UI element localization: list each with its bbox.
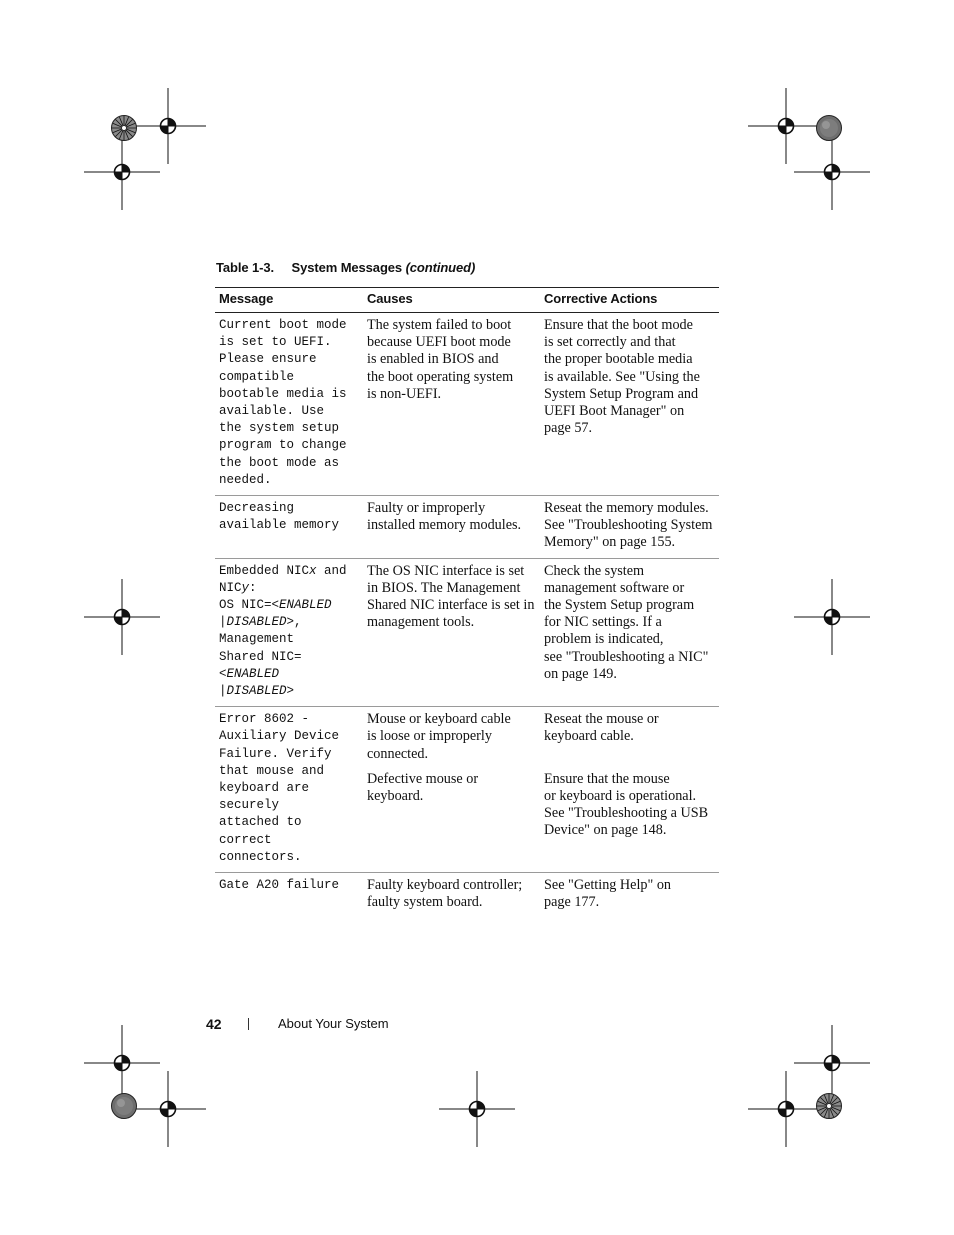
star-target-bottom-right — [817, 1094, 842, 1119]
reg-mark-top-left-b — [84, 134, 160, 210]
message-variable: |DISABLED> — [219, 615, 295, 630]
message-line: correct — [219, 832, 272, 847]
message-variable: <ENABLED — [219, 666, 280, 681]
system-messages-table — [215, 287, 719, 918]
message-line: the system setup — [219, 421, 340, 436]
reg-mark-bottom-center — [439, 1071, 515, 1147]
causes-line: Faulty or improperly — [367, 500, 486, 517]
actions-line: is set correctly and that — [544, 334, 676, 351]
stone-target-bottom-left — [112, 1094, 137, 1119]
message-text: Embedded NIC — [219, 563, 310, 578]
table-continued: (continued) — [405, 260, 476, 275]
actions-line: Memory" on page 155. — [544, 534, 676, 551]
message-line: Auxiliary Device — [219, 729, 340, 744]
causes-line: connected. — [367, 745, 429, 762]
footer-section-title: About Your System — [278, 1016, 389, 1031]
message-text: , — [294, 615, 302, 630]
table-caption — [216, 260, 475, 275]
message-line: connectors. — [219, 849, 302, 864]
causes-line: Defective mouse or keyboard. — [367, 770, 479, 805]
causes-cell — [363, 313, 540, 496]
table-number: Table 1-3. — [216, 260, 275, 275]
table-row — [215, 313, 719, 496]
reg-mark-bottom-right-b — [794, 1025, 870, 1101]
actions-cell — [540, 558, 719, 707]
message-line: needed. — [219, 472, 272, 487]
causes-line: the boot operating system — [367, 368, 514, 385]
reg-mark-top-right-b — [794, 134, 870, 210]
actions-line: Check the system — [544, 562, 645, 579]
message-line — [219, 683, 359, 700]
message-cell — [215, 707, 363, 873]
actions-line: page 57. — [544, 420, 593, 437]
message-variable: |DISABLED> — [219, 684, 295, 699]
message-variable: x — [309, 563, 317, 578]
spacer — [367, 763, 536, 771]
message-line — [219, 614, 359, 631]
message-line: Current boot mode — [219, 318, 347, 332]
causes-line: is loose or improperly — [367, 728, 492, 745]
causes-line: Shared NIC interface is set in — [367, 597, 535, 614]
message-text: : — [249, 580, 257, 595]
actions-cell — [540, 313, 719, 496]
actions-line: System Setup Program and — [544, 385, 699, 402]
causes-cell — [363, 496, 540, 559]
message-variable: y — [241, 580, 250, 595]
message-cell — [215, 873, 363, 918]
message-line: keyboard are — [219, 781, 310, 796]
message-line — [219, 580, 359, 597]
actions-line: problem is indicated, — [544, 631, 664, 648]
actions-line: Device" on page 148. — [544, 822, 667, 839]
message-text: and — [316, 563, 347, 578]
actions-line: See "Troubleshooting a USB — [544, 805, 709, 822]
message-line: the boot mode as — [219, 455, 340, 470]
actions-line: management software or — [544, 579, 685, 596]
causes-line: faulty system board. — [367, 894, 483, 911]
message-line: available. Use — [219, 404, 325, 419]
causes-cell — [363, 707, 540, 873]
reg-mark-mid-right — [794, 579, 870, 655]
reg-mark-bottom-left-a — [84, 1025, 160, 1101]
header-corrective-actions: Corrective Actions — [540, 288, 719, 313]
causes-line: The OS NIC interface is set — [367, 562, 525, 579]
stone-target-top-right — [817, 116, 842, 141]
actions-line: is available. See "Using the — [544, 368, 700, 385]
header-causes: Causes — [363, 288, 540, 313]
causes-line: management tools. — [367, 614, 475, 631]
message-line: Shared NIC= — [219, 649, 302, 664]
actions-line: the System Setup program — [544, 597, 695, 614]
actions-line: Ensure that the mouse — [544, 770, 670, 787]
actions-line: page 177. — [544, 894, 600, 911]
message-text: OS NIC= — [219, 598, 272, 613]
causes-line: is enabled in BIOS and — [367, 351, 499, 368]
actions-line: see "Troubleshooting a NIC" — [544, 648, 709, 665]
actions-line: on page 149. — [544, 665, 617, 682]
message-line: Please ensure — [219, 352, 317, 367]
actions-line: or keyboard is operational. — [544, 787, 697, 804]
causes-line: Faulty keyboard controller; — [367, 877, 523, 894]
message-line — [219, 666, 359, 683]
message-line: Failure. Verify — [219, 746, 332, 761]
table-row — [215, 873, 719, 918]
message-line: Management — [219, 632, 295, 647]
table-row — [215, 707, 719, 873]
header-message: Message — [215, 288, 363, 313]
star-target-top-left — [112, 116, 137, 141]
actions-line: Reseat the mouse or — [544, 711, 659, 728]
message-line: program to change — [219, 438, 347, 453]
reg-mark-top-left-a — [130, 88, 206, 164]
message-line: Gate A20 failure — [219, 878, 340, 893]
message-variable: <ENABLED — [271, 598, 332, 613]
actions-line: keyboard cable. — [544, 728, 634, 745]
reg-mark-bottom-right-a — [748, 1071, 824, 1147]
message-line: attached to — [219, 815, 302, 830]
actions-cell — [540, 873, 719, 918]
message-cell — [215, 313, 363, 496]
message-line: is set to UEFI. — [219, 335, 332, 350]
message-line — [219, 597, 359, 614]
message-line: compatible — [219, 369, 295, 384]
causes-cell — [363, 558, 540, 707]
table-row — [215, 558, 719, 707]
causes-line: is non-UEFI. — [367, 385, 442, 402]
page-number: 42 — [206, 1016, 222, 1032]
reg-mark-top-right-a — [748, 88, 824, 164]
actions-line: Reseat the memory modules. — [544, 500, 709, 517]
actions-line: for NIC settings. If a — [544, 614, 662, 631]
message-text: NIC — [219, 580, 242, 595]
message-line: securely — [219, 798, 280, 813]
table-title: System Messages — [291, 260, 403, 275]
actions-line: See "Getting Help" on — [544, 877, 672, 894]
actions-line: See "Troubleshooting System — [544, 517, 713, 534]
causes-line: installed memory modules. — [367, 517, 522, 534]
causes-cell — [363, 873, 540, 918]
message-line: available memory — [219, 518, 340, 533]
table-row — [215, 496, 719, 559]
message-cell — [215, 496, 363, 559]
causes-line: The system failed to boot — [367, 317, 512, 333]
reg-mark-mid-left — [84, 579, 160, 655]
causes-line: because UEFI boot mode — [367, 334, 511, 351]
actions-line: UEFI Boot Manager" on — [544, 403, 685, 420]
actions-line: the proper bootable media — [544, 351, 693, 368]
message-line: Decreasing — [219, 501, 295, 516]
causes-line: in BIOS. The Management — [367, 579, 521, 596]
message-line: bootable media is — [219, 386, 347, 401]
message-line: Error 8602 - — [219, 712, 310, 727]
message-line — [219, 563, 359, 580]
message-cell — [215, 558, 363, 707]
table-header-row — [215, 288, 719, 313]
actions-cell — [540, 496, 719, 559]
spacer — [544, 746, 715, 771]
causes-line: Mouse or keyboard cable — [367, 711, 511, 728]
footer-divider — [248, 1018, 249, 1030]
actions-cell — [540, 707, 719, 873]
reg-mark-bottom-left-b — [130, 1071, 206, 1147]
message-line: that mouse and — [219, 763, 325, 778]
actions-line: Ensure that the boot mode — [544, 317, 693, 333]
